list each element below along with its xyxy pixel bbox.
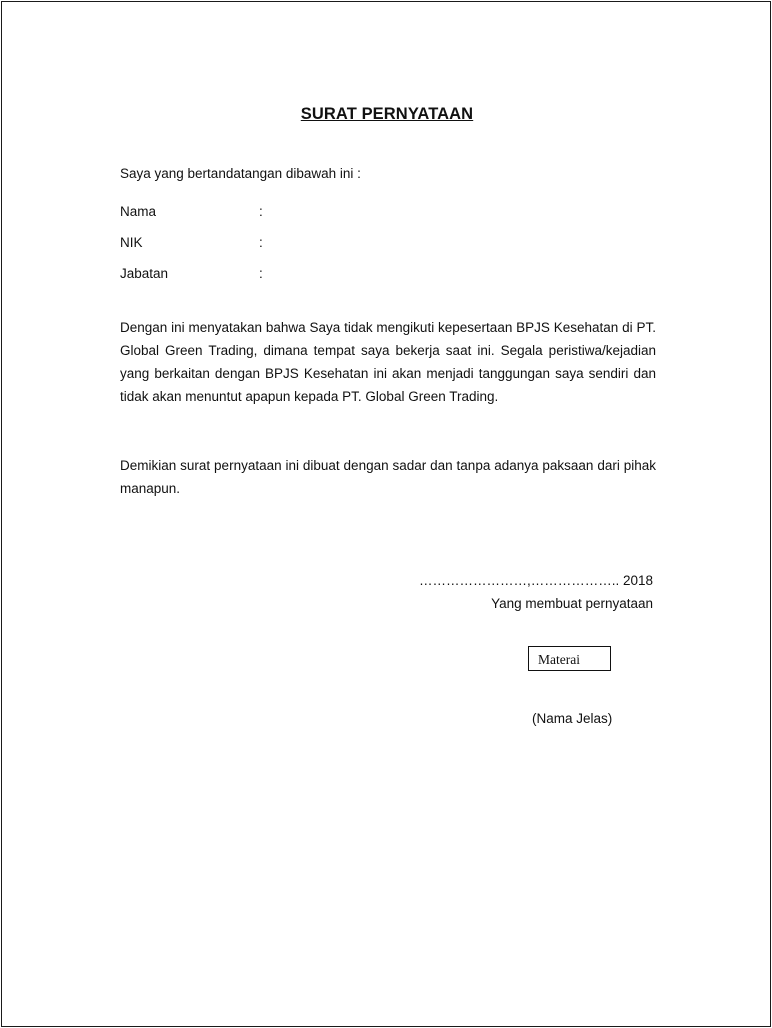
field-separator: : <box>259 204 263 219</box>
document-page <box>1 1 771 1027</box>
signer-name-placeholder: (Nama Jelas) <box>532 711 613 726</box>
intro-text: Saya yang bertandatangan dibawah ini : <box>120 166 361 181</box>
field-separator: : <box>259 266 263 281</box>
materai-label: Materai <box>538 652 580 667</box>
materai-stamp-box <box>528 646 611 671</box>
signature-maker-label: Yang membuat pernyataan <box>491 596 653 611</box>
statement-paragraph: Dengan ini menyatakan bahwa Saya tidak mengikuti kepesertaan BPJS Kesehatan di PT. Global Green Trading, dimana tempat saya bekerja saat ini. Segala peristiwa/kejadian yang berkaitan dengan BPJS Kesehatan ini akan menjadi tanggungan saya sendiri dan tidak akan menuntut apapun kepada PT. Global Green Trading. <box>120 320 656 404</box>
closing-paragraph: Demikian surat pernyataan ini dibuat dengan sadar dan tanpa adanya paksaan dari pihak manapun. <box>120 458 656 496</box>
signature-date-line: ……………………,……………….. 2018 <box>418 573 653 588</box>
field-label-nama: Nama <box>120 204 157 219</box>
field-separator: : <box>259 235 263 250</box>
document-title: SURAT PERNYATAAN <box>300 105 474 123</box>
field-label-nik: NIK <box>120 235 143 250</box>
field-label-jabatan: Jabatan <box>120 266 169 281</box>
